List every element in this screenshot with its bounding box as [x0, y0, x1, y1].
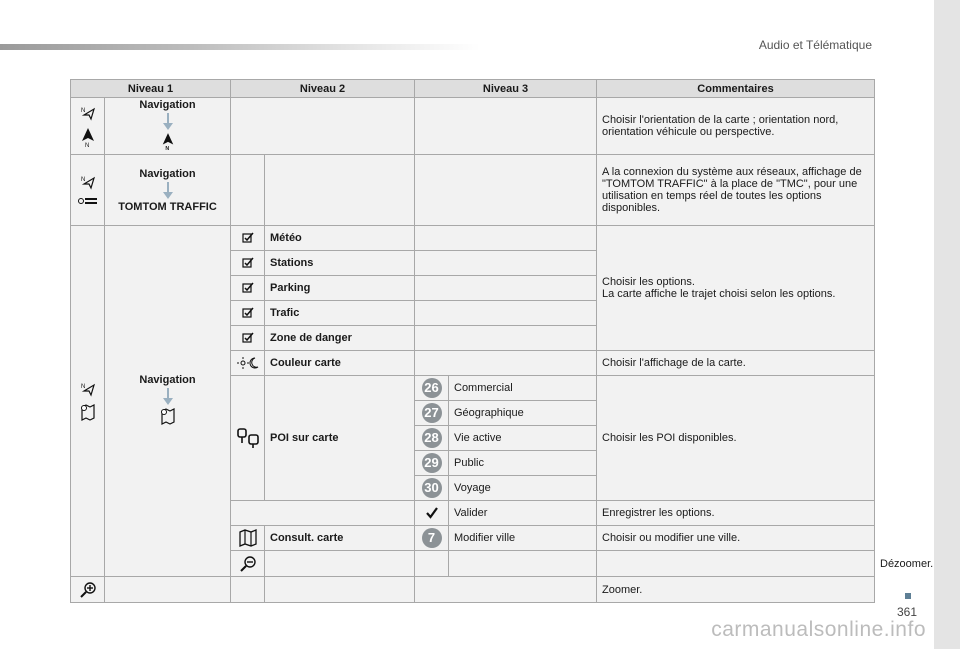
arrow-down-icon	[161, 113, 175, 131]
orientation-arrow-icon	[161, 132, 175, 150]
poi-number-badge: 27	[422, 403, 442, 423]
consult-carte-label: Consult. carte	[265, 526, 415, 551]
navigation-north-icon	[80, 105, 96, 121]
option-label: Zone de danger	[265, 326, 415, 351]
option-label: Stations	[265, 251, 415, 276]
page-number: 361	[897, 605, 918, 619]
table-row-traffic	[71, 155, 875, 226]
svg-text:N: N	[84, 143, 89, 147]
comment-cell: Choisir ou modifier une ville.	[597, 526, 875, 551]
poi-item-label: Vie active	[449, 426, 597, 451]
level1-cell	[105, 155, 231, 226]
navigation-menu-table	[70, 79, 934, 603]
right-margin-strip	[934, 0, 960, 649]
option-label: Trafic	[265, 301, 415, 326]
header-gradient-bar	[0, 44, 480, 50]
level1-label: Navigation	[139, 167, 196, 180]
svg-text:N: N	[80, 108, 85, 114]
table-header-row	[71, 80, 875, 98]
map-settings-icon	[159, 407, 177, 425]
table-row-dezoom: Dézoomer.	[71, 551, 875, 577]
day-night-icon	[237, 357, 259, 369]
checkbox-checked-icon	[242, 307, 254, 319]
comment-cell: Choisir l'affichage de la carte.	[597, 351, 875, 376]
poi-item-label: Commercial	[449, 376, 597, 401]
checkbox-checked-icon	[242, 232, 254, 244]
map-settings-icon	[79, 403, 97, 421]
poi-number-badge: 26	[422, 378, 442, 398]
poi-number-badge: 28	[422, 428, 442, 448]
couleur-carte-label: Couleur carte	[265, 351, 415, 376]
level1-label: Navigation	[139, 99, 196, 111]
level1-cell	[105, 226, 231, 577]
comment-cell: Enregistrer les options.	[597, 501, 875, 526]
table-row-option	[71, 226, 875, 251]
checkbox-icon-cell	[231, 226, 265, 251]
option-label: Météo	[265, 226, 415, 251]
comment-cell: Zoomer.	[597, 577, 875, 603]
option-label: Parking	[265, 276, 415, 301]
level1-cell	[105, 98, 231, 155]
poi-number-badge: 30	[422, 478, 442, 498]
arrow-down-icon	[161, 388, 175, 406]
table-row-zoom	[71, 577, 875, 603]
col-header-niveau-1: Niveau 1	[71, 80, 231, 98]
comment-cell: A la connexion du système aux réseaux, affichage de "TOMTOM TRAFFIC" à la place de "TMC", pour une utilisation en temps réel de toutes les options disponibles.	[597, 155, 875, 226]
poi-number-badge: 29	[422, 453, 442, 473]
consult-item-label: Modifier ville	[449, 526, 597, 551]
tomtom-traffic-icon	[78, 196, 98, 206]
checkbox-checked-icon	[242, 332, 254, 344]
comment-cell: Choisir les options. La carte affiche le trajet choisi selon les options.	[597, 226, 875, 351]
checkmark-icon	[426, 507, 438, 519]
poi-item-label: Voyage	[449, 476, 597, 501]
page-header-title: Audio et Télématique	[758, 38, 872, 52]
poi-item-label: Public	[449, 451, 597, 476]
icon-cell	[71, 98, 105, 155]
comment-cell: Choisir l'orientation de la carte ; orientation nord, orientation véhicule ou perspective.	[597, 98, 875, 155]
arrow-down-icon	[161, 182, 175, 200]
table-row-orientation	[71, 98, 875, 155]
poi-icon	[236, 427, 260, 449]
poi-item-label: Géographique	[449, 401, 597, 426]
checkbox-checked-icon	[242, 282, 254, 294]
navigation-north-icon	[80, 174, 96, 190]
icon-cell	[71, 226, 105, 577]
page-marker	[905, 593, 911, 599]
icon-cell	[71, 155, 105, 226]
level1-sublabel: TOMTOM TRAFFIC	[118, 200, 217, 213]
navigation-north-icon	[80, 381, 96, 397]
col-header-commentaires: Commentaires	[597, 80, 875, 98]
poi-sur-carte-label: POI sur carte	[265, 376, 415, 501]
svg-text:N: N	[80, 177, 85, 183]
consult-number-badge: 7	[422, 528, 442, 548]
svg-text:N: N	[164, 145, 169, 150]
svg-text:N: N	[80, 384, 85, 390]
comment-cell: Choisir les POI disponibles.	[597, 376, 875, 501]
orientation-arrow-icon	[80, 127, 96, 147]
level1-label: Navigation	[139, 374, 196, 386]
zoom-out-icon	[239, 556, 257, 572]
watermark: carmanualsonline.info	[711, 618, 926, 641]
col-header-niveau-2: Niveau 2	[231, 80, 415, 98]
zoom-in-icon	[79, 582, 97, 598]
col-header-niveau-3: Niveau 3	[415, 80, 597, 98]
map-icon	[238, 529, 258, 547]
valider-label: Valider	[449, 501, 597, 526]
checkbox-checked-icon	[242, 257, 254, 269]
